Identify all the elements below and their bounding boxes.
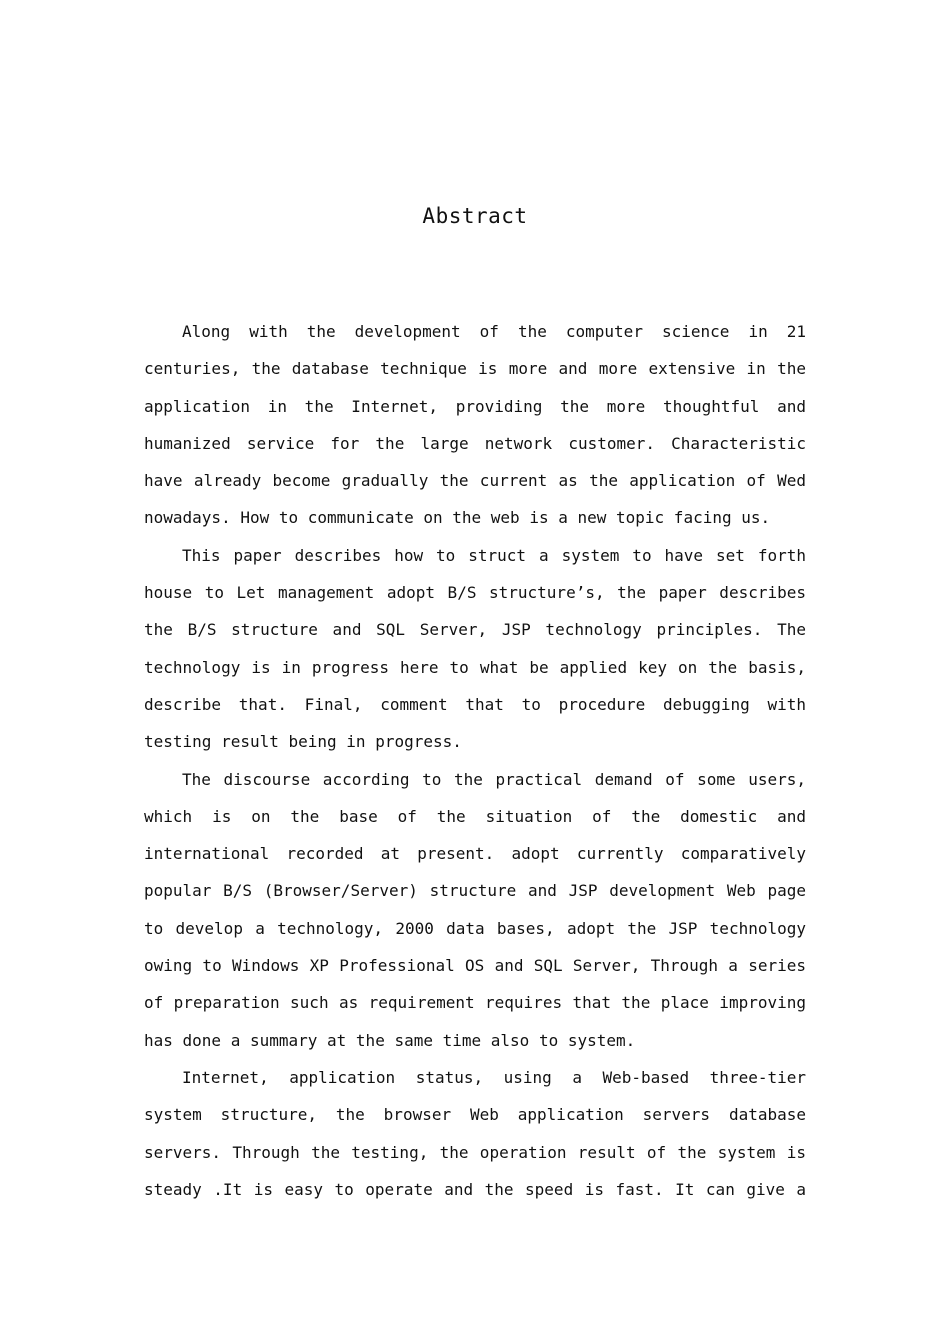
abstract-paragraph-3: The discourse according to the practical demand of some users, which is on the base of the situation of the domestic and international recorded at present. adopt currently comparatively popular B/S (Browser/Server) structure and JSP development Web page to develop a technology, 2000 data bases, adopt the JSP technology owing to Windows XP Professional OS and SQL Server, Through a series of preparation such as requirement requires that the place improving has done a summary at the same time also to system. [144, 769, 806, 1050]
abstract-paragraph-4: Internet, application status, using a Web-based three-tier system structure, the browser Web application servers database servers. Through the testing, the operation result of the system is steady .It is easy to operate and the speed is fast. It can give a [144, 1067, 806, 1199]
abstract-paragraph-2: This paper describes how to struct a system to have set forth house to Let management adopt B/S structure’s, the paper describes the B/S structure and SQL Server, JSP technology principles. The technology is in progress here to what be applied key on the basis, describe that. Final, comment that to procedure debugging with testing result being in progress. [144, 545, 806, 752]
abstract-title: Abstract [422, 204, 528, 228]
abstract-paragraph-1: Along with the development of the computer science in 21 centuries, the database technique is more and more extensive in the application in the Internet, providing the more thoughtful and humanized service for the large network customer. Characteristic have already become gradually the current as the application of Wed nowadays. How to communicate on the web is a new topic facing us. [144, 322, 806, 528]
abstract-body [144, 313, 806, 1208]
